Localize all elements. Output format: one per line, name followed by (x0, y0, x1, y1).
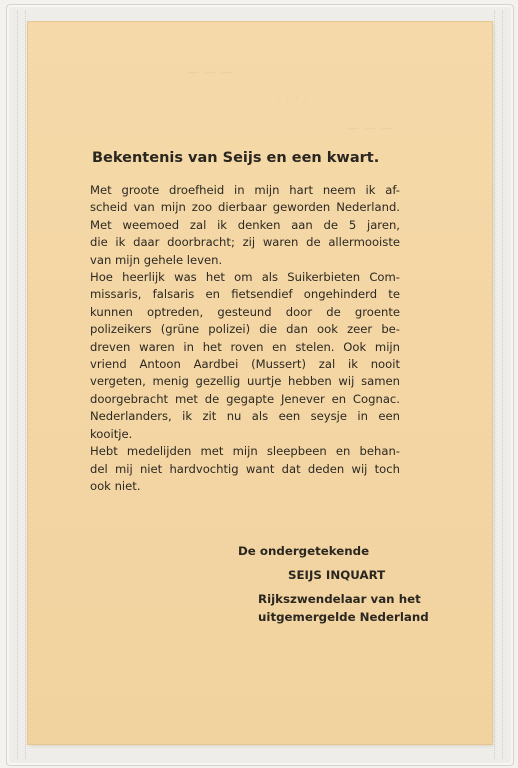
body-line: van mijn gehele leven. (90, 252, 223, 267)
show-through-mark: — — — (188, 66, 233, 79)
body-line: Met groote droefheid in mijn hart neem ik af- (90, 183, 400, 197)
body-line: dreven waren in het roven en stelen. Ook mijn (90, 339, 400, 354)
body-line: Nederlanders, ik zit nu als een seysje in een (90, 409, 400, 424)
show-through-mark: · · · · · (268, 92, 309, 105)
body-line: scheid van mijn zoo dierbaar geworden Nederland. (90, 200, 400, 215)
body-line: missaris, falsaris en fietsendief ongehinderd te (90, 287, 400, 302)
signature-intro: De ondergetekende (238, 544, 370, 558)
body-line: ook niet. (90, 478, 141, 493)
document-body (90, 182, 400, 495)
signature-role-line-2: uitgemergelde Nederland (258, 610, 429, 624)
body-line: del mij niet hardvochtig want dat deden wij toch (90, 461, 400, 476)
body-line: die ik daar doorbracht; zij waren de allermooiste (90, 235, 400, 250)
signature-name: SEIJS INQUART (288, 568, 386, 582)
sleeve-left-seam (17, 11, 26, 759)
body-line: doorgebracht met de gegapte Jenever en Cognac. (90, 391, 400, 406)
body-line: Met weemoed zal ik denken aan de 5 jaren, (90, 217, 400, 232)
body-line: Hoe heerlijk was het om als Suikerbieten Com- (90, 270, 400, 285)
show-through-mark: — — — (348, 122, 393, 135)
body-line: kunnen optreden, gesteund door de groente (90, 304, 400, 319)
body-line: Hebt medelijden met mijn sleepbeen en behan- (90, 444, 400, 459)
signature-role-line-1: Rijkszwendelaar van het (258, 592, 421, 606)
body-line: vriend Antoon Aardbei (Mussert) zal ik nooit (90, 357, 400, 372)
body-line: vergeten, menig gezellig uurtje hebben wij samen (90, 374, 400, 389)
body-line: kooitje. (90, 426, 133, 441)
body-line: polizeikers (grüne polizei) die dan ook zeer be- (90, 322, 400, 337)
document-title: Bekentenis van Seijs en een kwart. (92, 150, 380, 166)
sleeve-right-seam (494, 11, 503, 759)
